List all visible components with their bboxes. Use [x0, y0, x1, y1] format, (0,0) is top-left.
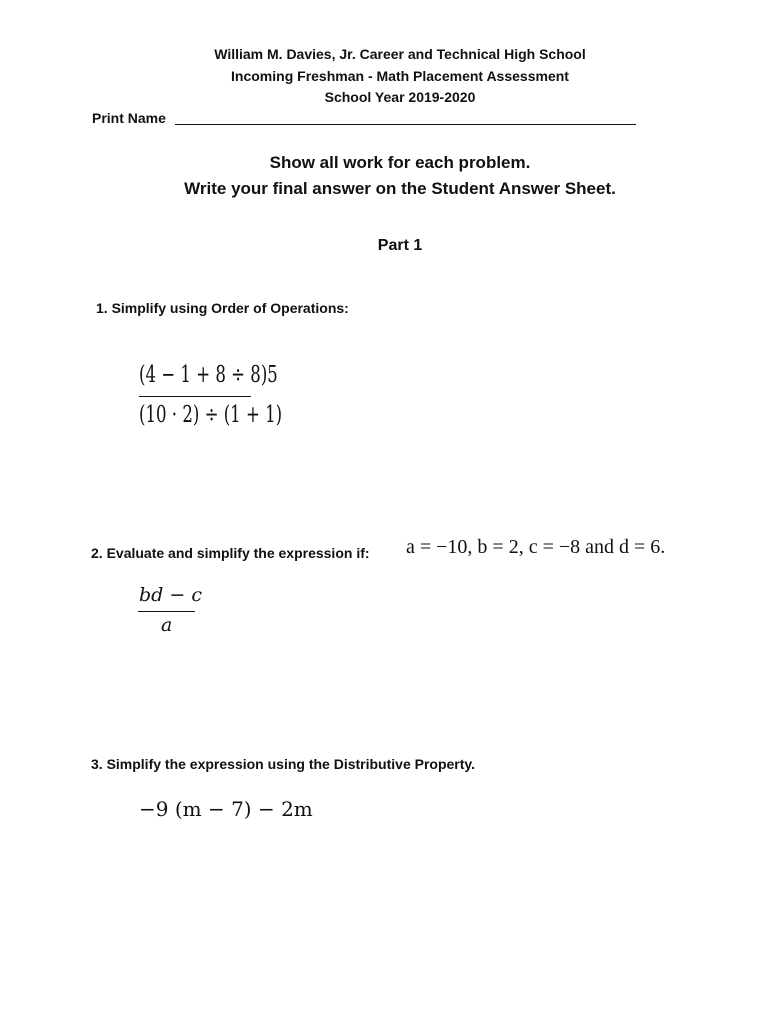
print-name-label: Print Name: [92, 110, 166, 126]
school-year: School Year 2019-2020: [324, 89, 476, 105]
instruction-line-1: Show all work for each problem.: [269, 153, 531, 172]
question-3-prompt: 3. Simplify the expression using the Distributive Property.: [91, 756, 476, 772]
print-name-line: [175, 124, 636, 125]
question-1-numerator: (4 − 1 + 8 ÷ 8)5: [139, 362, 278, 388]
question-1-prompt: 1. Simplify using Order of Operations:: [96, 300, 349, 316]
question-2-fraction-bar: [138, 611, 195, 612]
question-2-condition: a = −10, b = 2, c = −8 and d = 6.: [406, 536, 666, 558]
part-title: Part 1: [377, 237, 423, 254]
assessment-title: Incoming Freshman - Math Placement Assessment: [231, 68, 569, 84]
question-3-expression: −9 (m − 7) − 2m: [139, 797, 313, 821]
question-2-numerator: bd − c: [139, 584, 202, 606]
question-2-prompt: 2. Evaluate and simplify the expression if:: [91, 545, 370, 561]
question-2-denominator: a: [161, 614, 173, 636]
question-1-denominator: (10 · 2) ÷ (1 + 1): [139, 402, 283, 428]
school-name: William M. Davies, Jr. Career and Technical High School: [214, 46, 586, 62]
instruction-line-2: Write your final answer on the Student Answer Sheet.: [184, 179, 616, 198]
question-1-fraction-bar: [139, 396, 251, 397]
